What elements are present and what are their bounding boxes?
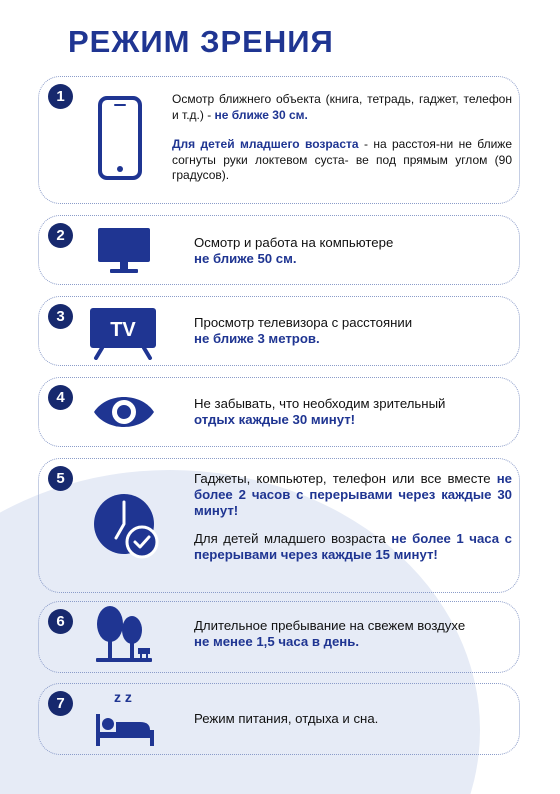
smartphone-icon [98, 96, 142, 180]
item-highlight: не более 2 часов с перерывами через каждые 30 минут! [194, 471, 512, 518]
page-title: РЕЖИМ ЗРЕНИЯ [68, 24, 334, 59]
tv-icon [88, 306, 158, 360]
item-text-5 [194, 471, 512, 563]
item-text: Просмотр телевизора с расстоянии [194, 315, 413, 330]
item-text: Для детей младшего возраста [194, 531, 392, 546]
item-number-badge: 6 [48, 609, 73, 634]
item-text: Осмотр и работа на компьютере [194, 235, 394, 250]
item-number-badge: 1 [48, 84, 73, 109]
item-text-2 [194, 235, 504, 267]
clock-check-icon [92, 492, 164, 562]
sleep-icon [94, 686, 158, 750]
item-text-4 [194, 396, 512, 428]
item-highlight: не ближе 50 см. [194, 251, 297, 266]
item-number-badge: 2 [48, 223, 73, 248]
trees-icon [94, 604, 154, 666]
item-highlight: не ближе 3 метров. [194, 331, 320, 346]
item-text: Режим питания, отдыха и сна. [194, 711, 379, 726]
item-number-badge: 4 [48, 385, 73, 410]
item-text: Гаджеты, компьютер, телефон или все вместе [194, 471, 497, 486]
item-text-1 [172, 92, 512, 184]
item-text-7 [194, 711, 504, 727]
item-number-badge: 7 [48, 691, 73, 716]
item-highlight: не ближе 30 см. [214, 107, 308, 122]
tv-icon-label: TV [110, 319, 136, 341]
item-highlight: не более 1 часа с перерывами через каждые 15 минут! [194, 531, 512, 562]
item-text: Осмотр ближнего объекта (книга, тетрадь, гаджет, телефон и т.д.) - [172, 92, 512, 122]
item-highlight: не менее 1,5 часа в день. [194, 634, 360, 649]
item-text-6 [194, 618, 504, 650]
monitor-icon [96, 226, 152, 276]
item-highlight: Для детей младшего возраста [172, 137, 359, 151]
eye-icon [91, 390, 157, 434]
item-highlight: отдых каждые 30 минут! [194, 412, 356, 427]
item-number-badge: 5 [48, 466, 73, 491]
item-text: - на расстоя-ни не ближе согнуты руки локтевом суста- ве под прямым углом (90 градусов). [172, 137, 512, 182]
item-text-3 [194, 315, 504, 347]
item-number-badge: 3 [48, 304, 73, 329]
item-text: Не забывать, что необходим зрительный [194, 396, 446, 411]
sleep-icon-label: z z [114, 689, 132, 705]
item-text: Длительное пребывание на свежем воздухе [194, 618, 466, 633]
